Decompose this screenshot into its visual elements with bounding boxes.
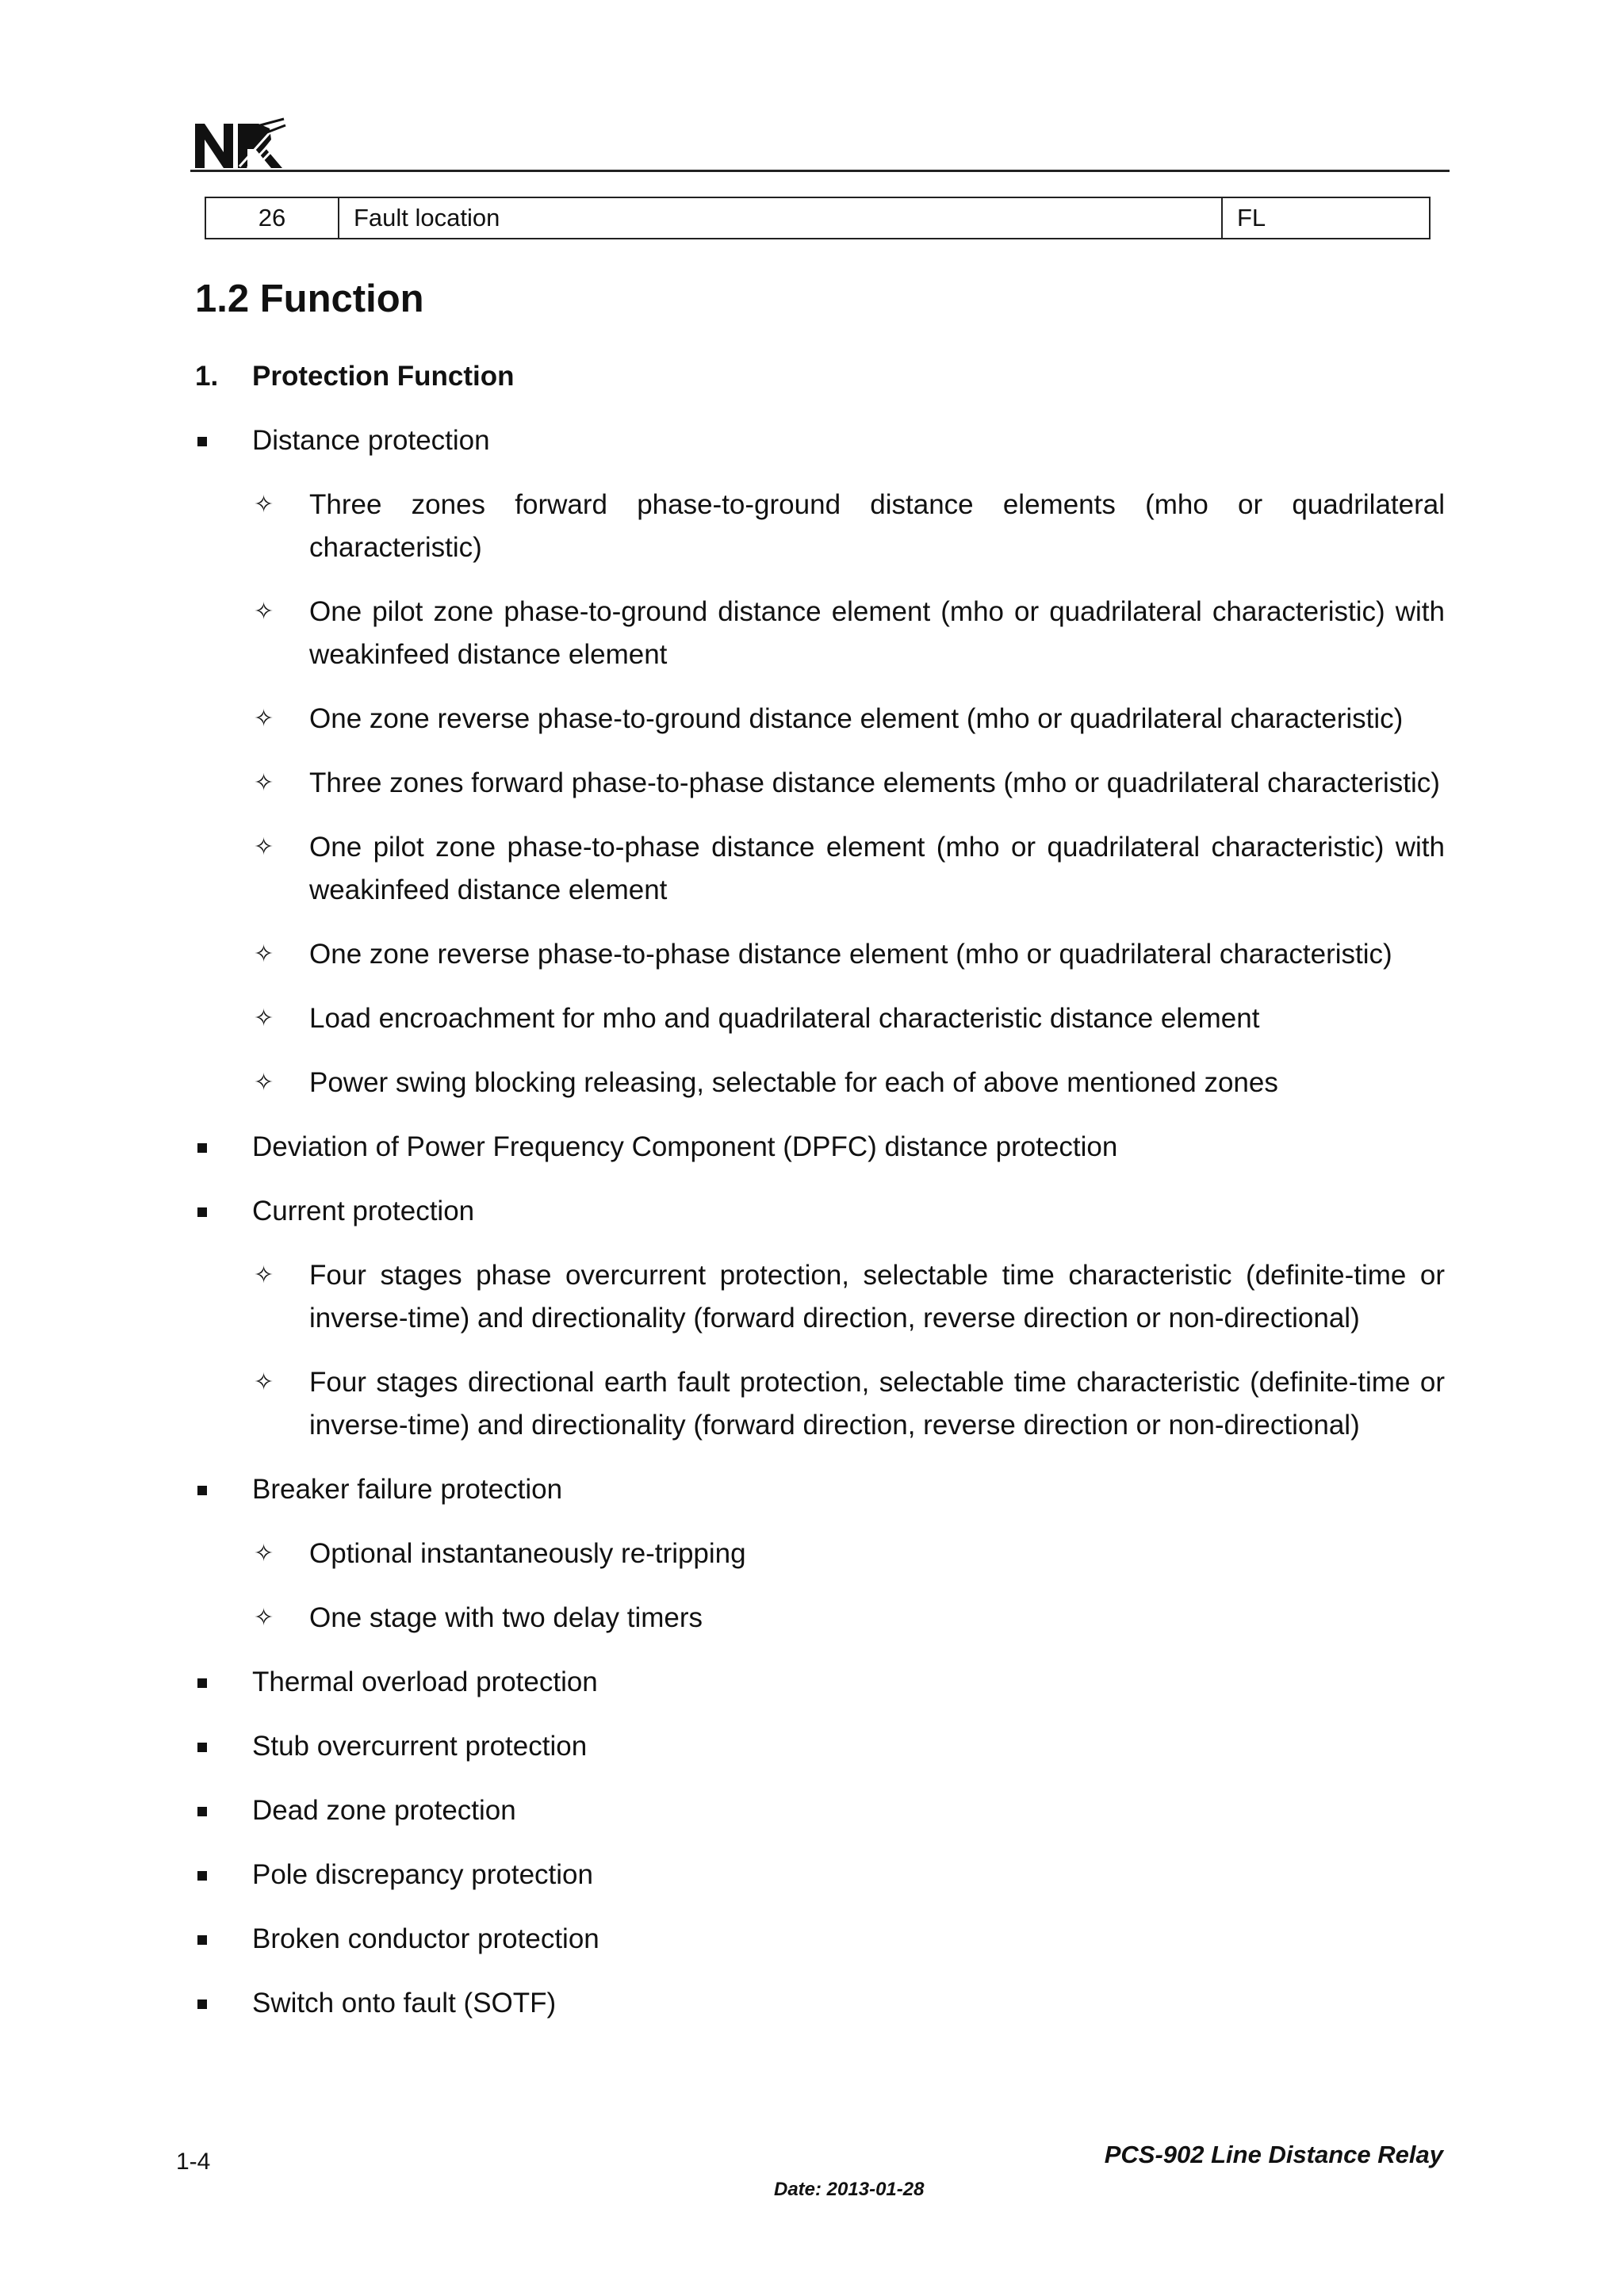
square-bullet-icon [197, 1807, 207, 1816]
list-item [195, 1126, 1445, 1169]
diamond-bullet-icon: ✧ [254, 491, 274, 519]
list-item-text: Current protection [252, 1196, 475, 1226]
function-list [195, 355, 1445, 2025]
square-bullet-icon [197, 1678, 207, 1688]
diamond-bullet-icon: ✧ [254, 1540, 274, 1567]
list-item [195, 1982, 1445, 2025]
list-item-text: Distance protection [252, 425, 490, 456]
sub-list-item [195, 997, 1445, 1040]
list-item [195, 1854, 1445, 1896]
list-item-text: Switch onto fault (SOTF) [252, 1988, 557, 2019]
subsection-number: 1. [195, 361, 219, 392]
list-item [195, 1468, 1445, 1511]
list-item-text: Deviation of Power Frequency Component (DPFC) distance protection [252, 1131, 1118, 1162]
square-bullet-icon [197, 437, 207, 446]
sub-list-item-text: One pilot zone phase-to-phase distance element (mho or quadrilateral characteristic) with weakinfeed distance element [309, 832, 1445, 905]
table-cell-name: Fault location [339, 197, 1222, 239]
diamond-bullet-icon: ✧ [254, 940, 274, 968]
diamond-bullet-icon: ✧ [254, 1368, 274, 1396]
footer-page-number: 1-4 [176, 2149, 211, 2175]
list-item-text: Broken conductor protection [252, 1923, 599, 1954]
sub-list-item [195, 762, 1445, 805]
square-bullet-icon [197, 1935, 207, 1945]
sub-list-item [195, 484, 1445, 569]
function-table [205, 197, 1431, 239]
diamond-bullet-icon: ✧ [254, 1604, 274, 1632]
subsection-title: Protection Function [252, 361, 515, 392]
sub-list-item [195, 826, 1445, 912]
diamond-bullet-icon: ✧ [254, 598, 274, 626]
square-bullet-icon [197, 1486, 207, 1495]
square-bullet-icon [197, 1871, 207, 1881]
diamond-bullet-icon: ✧ [254, 1261, 274, 1289]
list-item [195, 1789, 1445, 1832]
list-item [195, 1661, 1445, 1704]
sub-list-item-text: One zone reverse phase-to-ground distance element (mho or quadrilateral characteristic) [309, 703, 1404, 734]
sub-list-item [195, 591, 1445, 676]
sub-list-item-text: One pilot zone phase-to-ground distance element (mho or quadrilateral characteristic) with weakinfeed distance element [309, 596, 1445, 670]
sub-list-item-text: Four stages directional earth fault protection, selectable time characteristic (definite-time or inverse-time) and directionality (forward direction, reverse direction or non-directional) [309, 1367, 1445, 1441]
sub-list-item [195, 698, 1445, 740]
sub-list-item [195, 1533, 1445, 1575]
table-cell-number: 26 [205, 197, 339, 239]
diamond-bullet-icon: ✧ [254, 1069, 274, 1096]
list-item-text: Dead zone protection [252, 1795, 516, 1826]
diamond-bullet-icon: ✧ [254, 705, 274, 733]
list-item-text: Thermal overload protection [252, 1667, 598, 1697]
table-cell-abbreviation: FL [1222, 197, 1430, 239]
square-bullet-icon [197, 1143, 207, 1153]
list-item-text: Stub overcurrent protection [252, 1731, 588, 1762]
subsection-heading [195, 355, 1445, 398]
sub-list-item-text: Three zones forward phase-to-phase distance elements (mho or quadrilateral characteristic) [309, 767, 1440, 798]
sub-list-item [195, 1597, 1445, 1640]
list-item-text: Breaker failure protection [252, 1474, 563, 1505]
sub-list-item-text: Power swing blocking releasing, selectable for each of above mentioned zones [309, 1067, 1278, 1098]
sub-list-item-text: One stage with two delay timers [309, 1602, 703, 1633]
sub-list-item-text: One zone reverse phase-to-phase distance element (mho or quadrilateral characteristic) [309, 939, 1392, 970]
sub-list-item-text: Load encroachment for mho and quadrilateral characteristic distance element [309, 1003, 1260, 1034]
diamond-bullet-icon: ✧ [254, 769, 274, 797]
header-rule [190, 170, 1450, 172]
sub-list-item [195, 1062, 1445, 1104]
section-title: 1.2 Function [195, 277, 424, 320]
diamond-bullet-icon: ✧ [254, 1004, 274, 1032]
square-bullet-icon [197, 1207, 207, 1217]
sub-list-item-text: Optional instantaneously re-tripping [309, 1538, 746, 1569]
square-bullet-icon [197, 1999, 207, 2009]
table-row [205, 197, 1430, 239]
footer-date: Date: 2013-01-28 [774, 2179, 925, 2200]
list-item [195, 1918, 1445, 1961]
list-item [195, 1725, 1445, 1768]
sub-list-item [195, 1361, 1445, 1447]
items-container [195, 419, 1445, 2025]
footer-product-name: PCS-902 Line Distance Relay [1104, 2141, 1443, 2168]
diamond-bullet-icon: ✧ [254, 833, 274, 861]
sub-list-item [195, 1254, 1445, 1340]
list-item-text: Pole discrepancy protection [252, 1859, 593, 1890]
square-bullet-icon [197, 1743, 207, 1752]
sub-list-item-text: Three zones forward phase-to-ground distance elements (mho or quadrilateral characteristic) [309, 489, 1445, 563]
nr-logo-icon [192, 117, 287, 170]
list-item [195, 1190, 1445, 1233]
sub-list-item-text: Four stages phase overcurrent protection, selectable time characteristic (definite-time or inverse-time) and directionality (forward direction, reverse direction or non-directional) [309, 1260, 1445, 1334]
sub-list-item [195, 933, 1445, 976]
list-item [195, 419, 1445, 462]
